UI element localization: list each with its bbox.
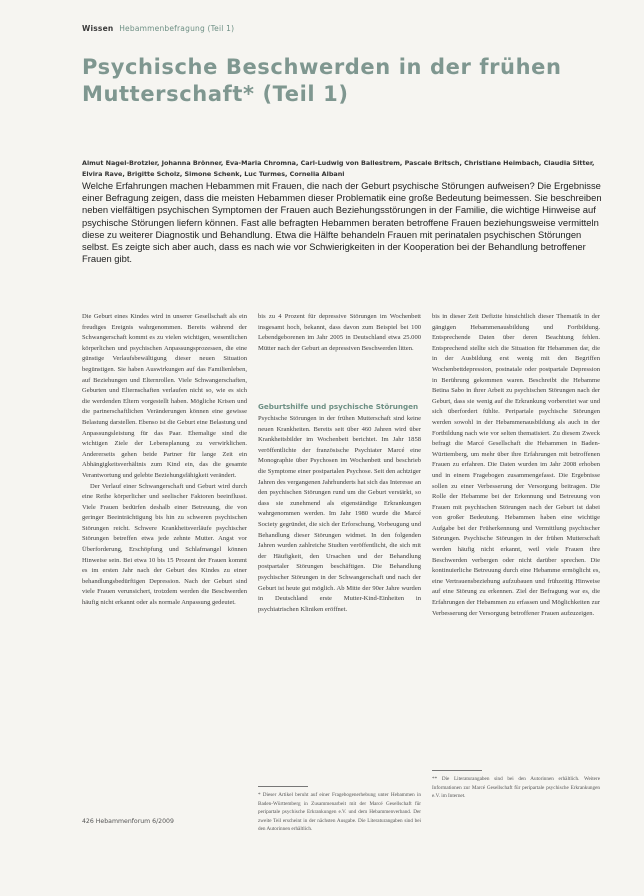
footnote-block	[432, 770, 600, 830]
series-label: Hebammenbefragung (Teil 1)	[119, 24, 235, 33]
footnote: * Dieser Artikel beruht auf einer Fragebogenerhebung unter Hebammen in Baden-Württemberg in Zusammenarbeit mit der Marcé Gesellschaft für peripartale psychische Erkrankungen e.V. und dem Hebammenverband. Der zweite Teil erscheint in der nächsten Ausgabe. Die Literaturangaben sind bei den Autorinnen erhältlich.	[258, 792, 421, 833]
section-label: Wissen	[82, 24, 114, 33]
paragraph: Der Verlauf einer Schwangerschaft und Geburt wird durch eine Reihe körperlicher und seelischer Faktoren beeinflusst. Viele Frauen bedürfen deshalb einer Betreuung, die von geringer Beeinträchtigung bis hin zu schweren psychischen Störungen reicht. Schwere Krankheitsverläufe psychischer Störungen betreffen etwa jede zehnte Mutter. Angst vor Überforderung, Erschöpfung und Schlafmangel können Hinweise sein. Bei etwa 10 bis 15 Prozent der Frauen kommt es im ersten Jahr nach der Geburt des Kindes zu einer behandlungsbedürftigen Depression. Nach der Geburt sind viele Frauen verunsichert, trotzdem werden die Beschwerden häufig nicht erkannt oder als normale Anpassung gedeutet.	[82, 482, 247, 607]
footnote-divider	[258, 786, 308, 787]
section-header	[82, 24, 234, 33]
text-column-3	[432, 312, 600, 830]
paragraph: bis zu 4 Prozent für depressive Störungen im Wochenbett insgesamt hoch, bekannt, dass davon zum Beispiel bei 100 Lebendgeborenen im Jahr 2005 in Deutschland etwa 25.000 Mütter nach der Geburt an depressiven Beschwerden litten.	[258, 313, 421, 352]
footnote: ** Die Literaturangaben sind bei den Autorinnen erhältlich. Weitere Informationen zur Marcé Gesellschaft für peripartale psychische Erkrankungen e.V. im Internet.	[432, 776, 600, 800]
footnote-divider	[432, 770, 482, 771]
page-footer: 426 Hebammenforum 6/2009	[82, 818, 174, 825]
article-title: Psychische Beschwerden in der frühen Mutterschaft* (Teil 1)	[82, 55, 562, 106]
paragraph: Psychische Störungen in der frühen Mutterschaft sind keine neuen Krankheiten. Bereits seit über 460 Jahren wird über Krankheitsbilder im Wochenbett berichtet. Im Jahr 1858 veröffentlichte der französische Psychiater Marcé eine Monographie über Psychosen im Wochenbett und beschrieb die Symptome einer postpartalen Psychose. Seit den achtziger Jahren des vergangenen Jahrhunderts hat sich das Interesse an den psychischen Störungen rund um die Geburt verstärkt, so dass sie zunehmend als eigenständige Erkrankungen wahrgenommen werden. Im Jahr 1980 wurde die Marcé Society gegründet, die sich der Erforschung, Vorbeugung und Behandlung dieser Störungen widmet. In den folgenden Jahren wurden zahlreiche Studien veröffentlicht, die sich mit der Häufigkeit, den Ursachen und der Behandlung postpartaler Störungen beschäftigen. Die Behandlung psychischer Störungen in der Schwangerschaft und nach der Geburt ist heute gut möglich. Ab Mitte der 90er Jahre wurden in Deutschland erste Mutter-Kind-Einheiten in psychiatrischen Kliniken eröffnet.	[258, 415, 421, 613]
section-subheading: Geburtshilfe und psychische Störungen	[258, 402, 419, 411]
author-list: Almut Nagel-Brotzler, Johanna Brönner, Eva-Maria Chromna, Carl-Ludwig von Ballestrem, Pascale Britsch, Christiane Heimbach, Claudia Sitter, Elvira Rave, Brigitte Scholz, Simone Schenk, Luc Turmes, Cornelia Albani	[82, 159, 595, 178]
footnote-block	[258, 786, 421, 896]
text-column-2	[258, 312, 421, 896]
paragraph: bis in dieser Zeit Defizite hinsichtlich dieser Thematik in der gängigen Hebammenausbildung und Fortbildung. Entsprechende Daten über deren Beachtung fehlen. Entsprechend stellte sich die Situation für Hebammen dar, die in der Ausbildung erst wenig mit den Begriffen Wochenbettdepression, postnatale oder postpartale Depression in Berührung gekommen waren. Beschreibt die Hebamme Betina Sabo in ihrer Arbeit zu psychischen Störungen nach der Geburt, dass sie wenig auf die Erkrankung vorbereitet war und sich überfordert fühlte. Peripartale psychische Störungen werden sowohl in der Hebammenausbildung als auch in der Fortbildung nach wie vor selten thematisiert. Zu diesem Zweck befragt die Marcé Gesellschaft die Hebammen in Baden-Württemberg, um mehr über ihre Erfahrungen mit betroffenen Frauen zu erfahren. Die Daten wurden im Jahr 2008 erhoben und in einem Fragebogen zusammengefasst. Die Ergebnisse sollen zu einer Verbesserung der Versorgung beitragen. Die Rolle der Hebamme bei der Erkennung und Betreuung von Frauen mit psychischen Störungen nach der Geburt ist dabei von großer Bedeutung. Hebammen haben eine wichtige Aufgabe bei der Früherkennung und Vermittlung psychischer Störungen. Psychische Störungen in der frühen Mutterschaft werden häufig nicht erkannt, weil viele Frauen ihre Beschwerden verbergen oder nicht darüber sprechen. Die kontinuierliche Betreuung durch eine Hebamme ermöglicht es, eine Vertrauensbeziehung aufzubauen und frühzeitig Hinweise auf eine Störung zu erkennen. Ziel der Befragung war es, die Erfahrungen der Hebammen zu erfassen und Möglichkeiten zur Verbesserung der Versorgung betroffener Frauen aufzuzeigen.	[432, 313, 600, 617]
text-column-1	[82, 312, 247, 817]
article-abstract: Welche Erfahrungen machen Hebammen mit Frauen, die nach der Geburt psychische Störungen aufweisen? Die Ergebnisse einer Befragung zeigen, dass die meisten Hebammen dieser Problematik eine große Bedeutung beimessen. Sie beschreiben neben vielfältigen psychischen Symptomen der Frauen auch Beziehungsstörungen in der Familie, die wichtige Hinweise auf psychische Störungen liefern können. Fast alle befragten Hebammen beraten betroffene Frauen beziehungsweise vermitteln diese zu weiterer Diagnostik und Behandlung. Etwa die Hälfte behandeln Frauen mit perinatalen psychischen Störungen selbst. Es zeigte sich aber auch, dass es nach wie vor Schwierigkeiten in der Kooperation bei der Behandlung betroffener Frauen gibt.	[82, 180, 602, 265]
paragraph: Die Geburt eines Kindes wird in unserer Gesellschaft als ein freudiges Ereignis wahrgenommen. Bereits während der Schwangerschaft kommt es zu vielen wichtigen, wesentlichen körperlichen und psychischen Anpassungsprozessen, die eine günstige Verlaufsbewältigung dieser neuen Situation begünstigen. Sie haben Auswirkungen auf das Familienleben, auf Beziehungen und Elternrollen. Viele Schwangerschaften, Geburten und Elternschaften verlaufen nicht so, wie es sich die werdenden Eltern vorgestellt haben. Mögliche Krisen und die partnerschaftlichen Veränderungen können eine gewisse Belastung darstellen. Ebenso ist die Geburt eine Belastung und Anpassungsleistung für das Paar. Ehemalige sind die wichtigen Ziele der Lebensplanung zu verwirklichen. Andererseits gehen beide Partner für lange Zeit ein Abhängigkeitsverhältnis zum Kind ein, das die gesamte Verantwortung und gelebte Beziehungsfähigkeit verändert.	[82, 313, 247, 479]
